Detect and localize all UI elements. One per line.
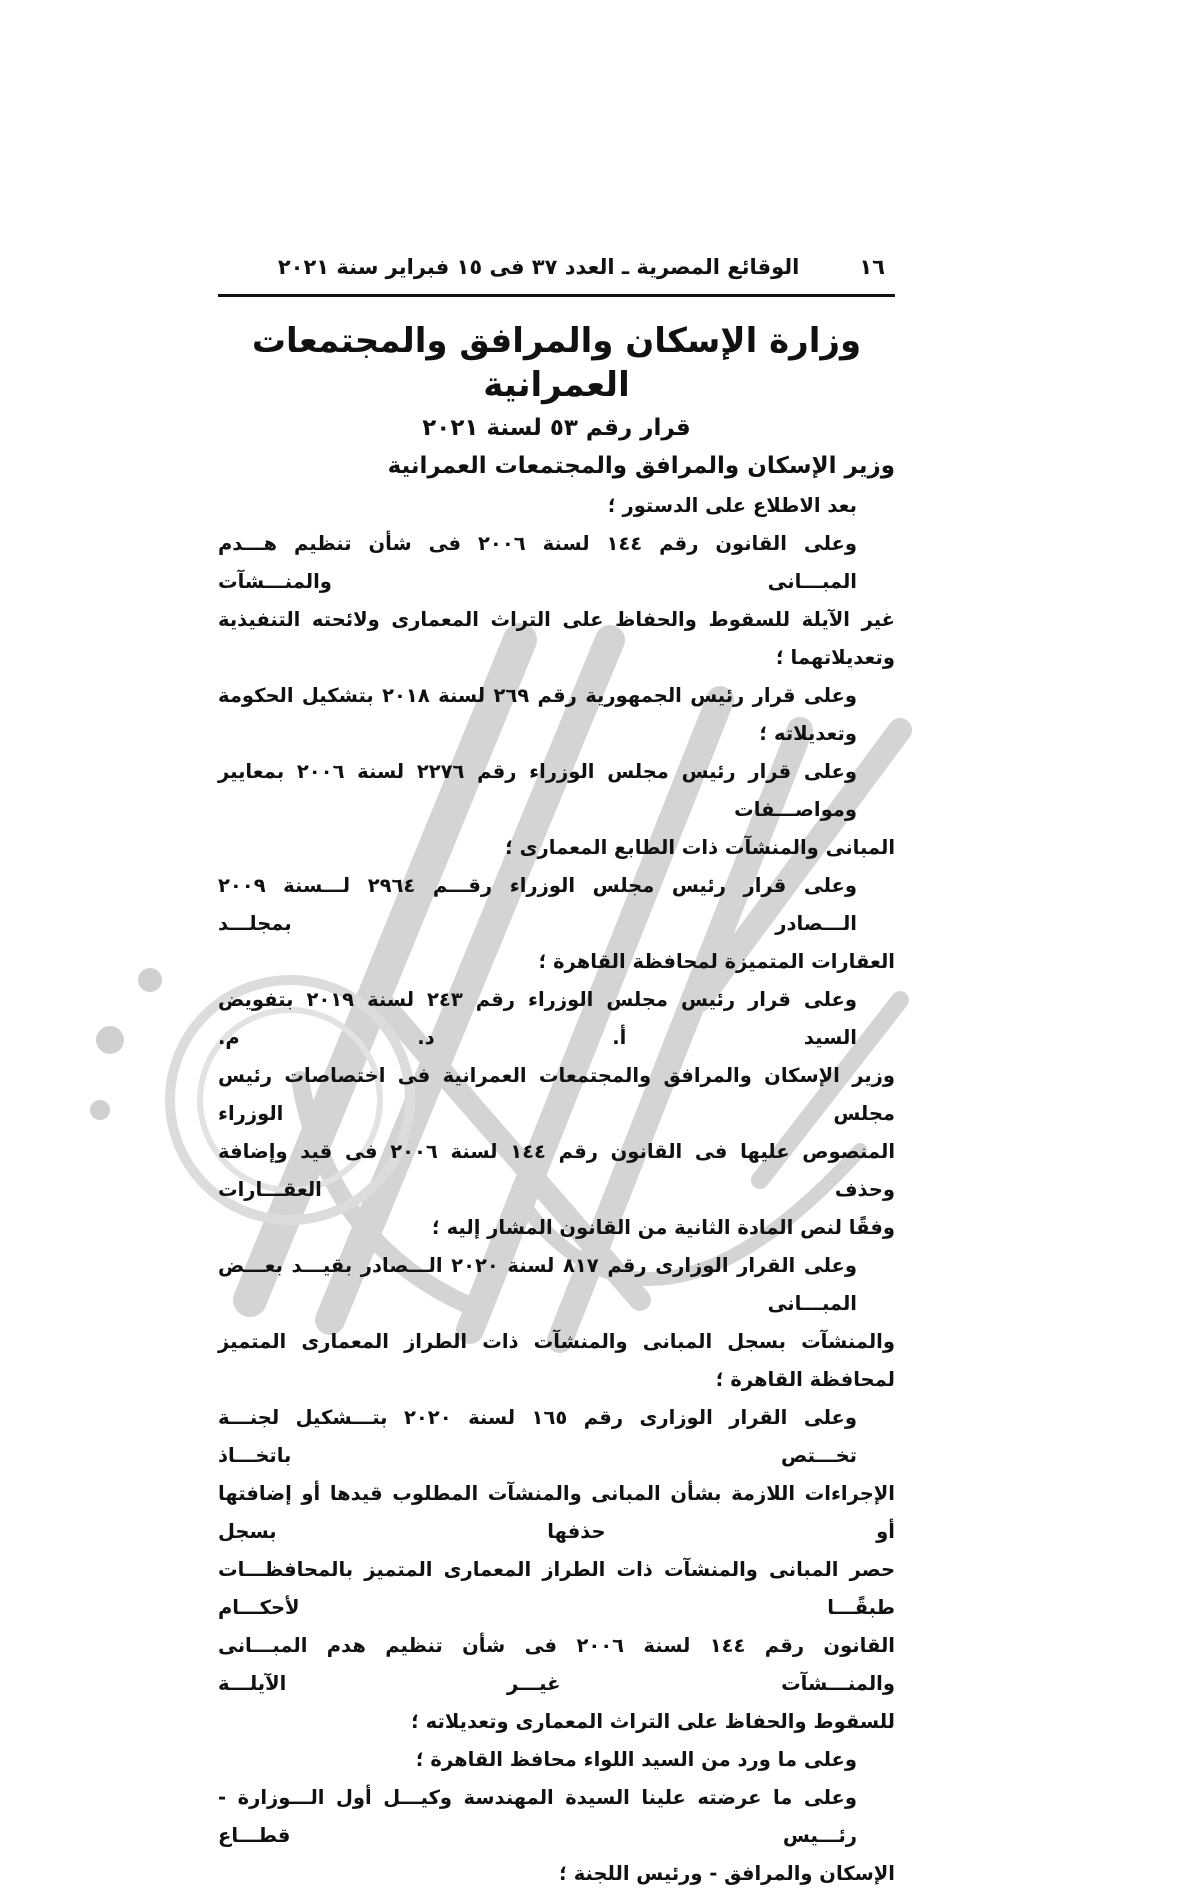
paragraph <box>218 525 895 677</box>
paragraph <box>218 677 895 753</box>
text-line: وعلى القرار الوزارى رقم ١٦٥ لسنة ٢٠٢٠ بتـــشكيل لجنـــة تخـــتص باتخـــاذ <box>218 1406 857 1467</box>
paragraph <box>218 1779 895 1893</box>
running-header <box>218 252 895 282</box>
minister-heading: وزير الإسكان والمرافق والمجتمعات العمرانية <box>387 453 895 479</box>
paragraph <box>218 1399 895 1741</box>
paragraph <box>218 867 895 981</box>
decree-number: قرار رقم ٥٣ لسنة ٢٠٢١ <box>422 415 691 441</box>
gazette-issue-title: الوقائع المصرية ـ العدد ٣٧ فى ١٥ فبراير سنة ٢٠٢١ <box>277 255 800 279</box>
text-line: للسقوط والحفاظ على التراث المعمارى وتعديلاته ؛ <box>411 1710 895 1733</box>
paragraph <box>218 981 895 1247</box>
text-line: بعد الاطلاع على الدستور ؛ <box>607 494 857 517</box>
text-line: حصر المبانى والمنشآت ذات الطراز المعمارى المتميز بالمحافظـــات طبقًـــا لأحكـــام <box>218 1558 895 1619</box>
text-line: وعلى قرار رئيس مجلس الوزراء رقم ٢٤٣ لسنة ٢٠١٩ بتفويض السيد أ. د. م. <box>218 988 857 1049</box>
paragraph <box>218 1741 895 1779</box>
text-line: وعلى ما ورد من السيد اللواء محافظ القاهرة ؛ <box>415 1748 857 1771</box>
ministry-title: وزارة الإسكان والمرافق والمجتمعات العمرانية <box>251 321 862 405</box>
text-line: القانون رقم ١٤٤ لسنة ٢٠٠٦ فى شأن تنظيم هدم المبـــانى والمنـــشآت غيـــر الآيلـــة <box>218 1634 895 1695</box>
paragraph <box>218 487 895 525</box>
header-divider <box>218 294 895 297</box>
page-column <box>218 0 895 1893</box>
text-line: وزير الإسكان والمرافق والمجتمعات العمرانية فى اختصاصات رئيس مجلس الوزراء <box>218 1064 895 1125</box>
text-line: غير الآيلة للسقوط والحفاظ على التراث المعمارى ولائحته التنفيذية وتعديلاتهما ؛ <box>218 608 895 669</box>
page-number: ١٦ <box>859 255 885 279</box>
text-line: وعلى القرار الوزارى رقم ٨١٧ لسنة ٢٠٢٠ الـــصادر بقيـــد بعـــض المبـــانى <box>218 1254 857 1315</box>
text-line: وعلى قرار رئيس الجمهورية رقم ٢٦٩ لسنة ٢٠١٨ بتشكيل الحكومة وتعديلاته ؛ <box>218 684 857 745</box>
text-line: والمنشآت بسجل المبانى والمنشآت ذات الطراز المعمارى المتميز لمحافظة القاهرة ؛ <box>218 1330 895 1391</box>
paragraph <box>218 753 895 867</box>
text-line: وفقًا لنص المادة الثانية من القانون المشار إليه ؛ <box>432 1216 895 1239</box>
text-line: العقارات المتميزة لمحافظة القاهرة ؛ <box>538 950 895 973</box>
text-line: الإجراءات اللازمة بشأن المبانى والمنشآت المطلوب قيدها أو إضافتها أو حذفها بسجل <box>218 1482 895 1543</box>
text-line: الإسكان والمرافق - ورئيس اللجنة ؛ <box>559 1862 895 1885</box>
text-line: وعلى قرار رئيس مجلس الوزراء رقم ٢٢٧٦ لسنة ٢٠٠٦ بمعايير ومواصـــفات <box>218 760 857 821</box>
paragraph <box>218 1247 895 1399</box>
text-line: وعلى ما عرضته علينا السيدة المهندسة وكيـــل أول الـــوزارة - رئـــيس قطـــاع <box>218 1786 857 1847</box>
decree-body <box>218 487 895 1893</box>
text-line: المبانى والمنشآت ذات الطابع المعمارى ؛ <box>505 836 895 859</box>
text-line: المنصوص عليها فى القانون رقم ١٤٤ لسنة ٢٠٠٦ فى قيد وإضافة وحذف العقـــارات <box>218 1140 896 1201</box>
text-line: وعلى قرار رئيس مجلس الوزراء رقـــم ٢٩٦٤ لـــسنة ٢٠٠٩ الـــصادر بمجلـــد <box>218 874 858 935</box>
text-line: وعلى القانون رقم ١٤٤ لسنة ٢٠٠٦ فى شأن تنظيم هـــدم المبـــانى والمنـــشآت <box>218 532 857 593</box>
